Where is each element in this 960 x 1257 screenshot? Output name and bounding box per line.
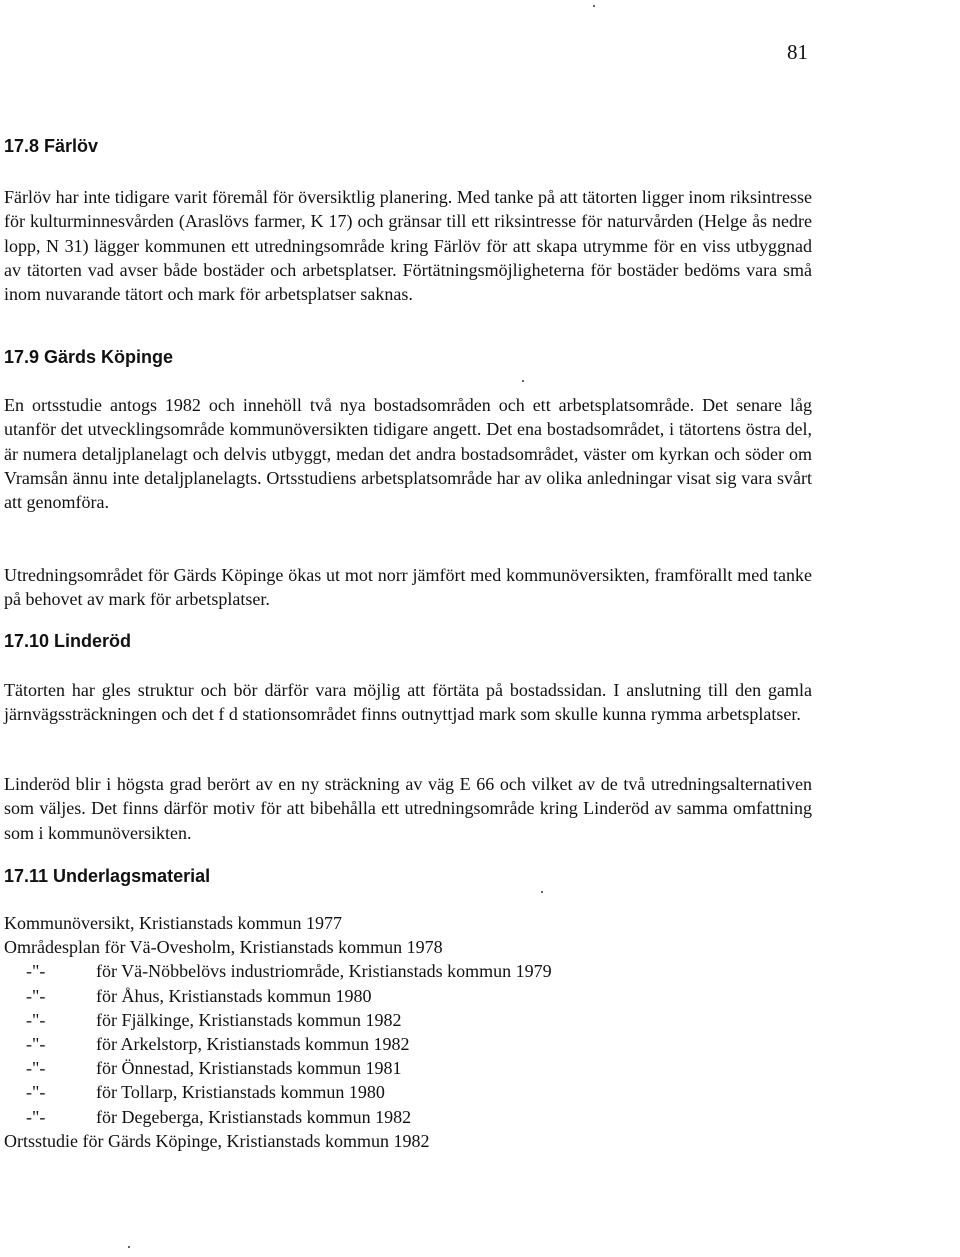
reference-text: för Fjälkinge, Kristianstads kommun 1982 bbox=[96, 1009, 402, 1030]
page-number: 81 bbox=[787, 40, 808, 64]
reference-list bbox=[4, 911, 552, 1153]
reference-text: för Degeberga, Kristianstads kommun 1982 bbox=[96, 1106, 412, 1127]
paragraph-linderod-1: Tätorten har gles struktur och bör därför vara möjlig att förtäta på bostadssidan. I anslutning till den gamla järnvägssträckningen och det f d stationsområdet finns outnyttjad mark som skulle kunna rymma arbetsplatser. bbox=[4, 680, 812, 725]
section-heading-gards-kopinge: 17.9 Gärds Köpinge bbox=[4, 347, 174, 367]
ditto-mark: -"- bbox=[26, 1058, 46, 1079]
scan-speck bbox=[541, 891, 543, 893]
reference-text: Områdesplan för Vä-Ovesholm, Kristianstads kommun 1978 bbox=[4, 937, 443, 958]
ditto-mark: -"- bbox=[26, 1034, 46, 1055]
reference-text: för Åhus, Kristianstads kommun 1980 bbox=[96, 985, 372, 1006]
reference-item bbox=[4, 911, 552, 935]
ditto-mark: -"- bbox=[26, 961, 46, 982]
reference-item bbox=[4, 1008, 552, 1032]
paragraph-linderod-2: Linderöd blir i högsta grad berört av en ny sträckning av väg E 66 och vilket av de två utredningsalternativen som väljes. Det finns därför motiv för att bibehålla ett utredningsområde kring Linderöd av samma omfattning som i kommunöversikten. bbox=[4, 774, 812, 843]
scan-speck bbox=[128, 1246, 130, 1248]
scan-speck bbox=[593, 5, 595, 7]
ditto-mark: -"- bbox=[26, 1009, 46, 1030]
paragraph-gards-kopinge-2: Utredningsområdet för Gärds Köpinge ökas ut mot norr jämfört med kommunöversikten, framförallt med tanke på behovet av mark för arbetsplatser. bbox=[4, 565, 812, 610]
section-heading-underlagsmaterial: 17.11 Underlagsmaterial bbox=[4, 866, 211, 886]
reference-text: för Arkelstorp, Kristianstads kommun 1982 bbox=[96, 1034, 410, 1055]
ditto-mark: -"- bbox=[26, 985, 46, 1006]
reference-item bbox=[4, 935, 552, 959]
section-heading-farlov: 17.8 Färlöv bbox=[4, 136, 99, 156]
reference-text: Kommunöversikt, Kristianstads kommun 1977 bbox=[4, 913, 342, 933]
reference-item bbox=[4, 1105, 552, 1129]
reference-item bbox=[4, 1080, 552, 1104]
scan-speck bbox=[522, 380, 524, 382]
ditto-mark: -"- bbox=[26, 1082, 46, 1103]
reference-item bbox=[4, 1032, 552, 1056]
section-heading-linderod: 17.10 Linderöd bbox=[4, 631, 132, 651]
paragraph-gards-kopinge-1: En ortsstudie antogs 1982 och innehöll två nya bostadsområden och ett arbetsplatsområde. Det senare låg utanför det utvecklingsområde kommunöversikten tidigare angett. Det ena bostadsområdet, i tätortens östra del, är numera detaljplanelagt och delvis utbyggt, medan det andra bostadsområdet, väster om kyrkan och söder om Vramsån ännu inte detaljplanelagts. Ortsstudiens arbetsplatsområde har av olika anledningar visat sig vara svårt att genomföra. bbox=[4, 395, 812, 513]
reference-item bbox=[4, 1056, 552, 1080]
reference-item bbox=[4, 1129, 552, 1153]
paragraph-farlov: Färlöv har inte tidigare varit föremål för översiktlig planering. Med tanke på att tätorten ligger inom riksintresse för kulturminnesvården (Araslövs farmer, K 17) och gränsar till ett riksintresse för naturvården (Helge ås nedre lopp, N 31) lägger kommunen ett utredningsområde kring Färlöv för att skapa utrymme för en viss utbyggnad av tätorten vad avser både bostäder och arbetsplatser. Förtätningsmöjligheterna för bostäder bedöms vara små inom nuvarande tätort och mark för arbetsplatser saknas. bbox=[4, 187, 812, 305]
reference-text: Ortsstudie för Gärds Köpinge, Kristianstads kommun 1982 bbox=[4, 1130, 430, 1151]
reference-text: för Önnestad, Kristianstads kommun 1981 bbox=[96, 1058, 402, 1079]
ditto-mark: -"- bbox=[26, 1106, 46, 1127]
reference-text: för Vä-Nöbbelövs industriområde, Kristianstads kommun 1979 bbox=[96, 961, 552, 982]
reference-item bbox=[4, 959, 552, 983]
reference-item bbox=[4, 984, 552, 1008]
reference-text: för Tollarp, Kristianstads kommun 1980 bbox=[96, 1082, 385, 1103]
